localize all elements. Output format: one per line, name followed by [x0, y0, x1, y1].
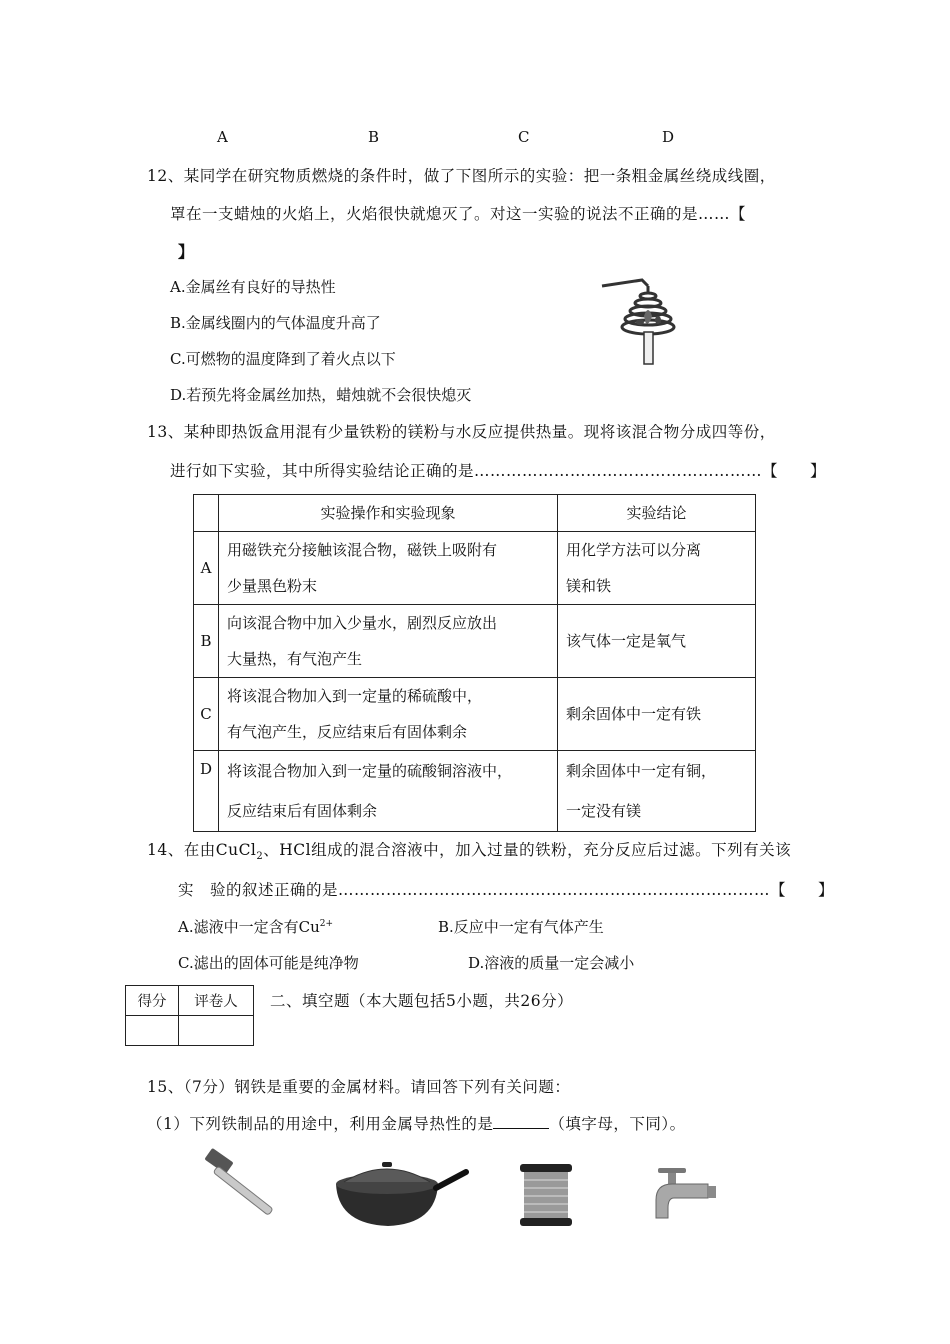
q12-option-b: B.金属线圈内的气体温度升高了 [170, 314, 381, 332]
q13-stem-line1: 13、某种即热饭盒用混有少量铁粉的镁粉与水反应提供热量。现将该混合物分成四等份， [147, 423, 776, 441]
section2-title: 二、填空题（本大题包括5小题，共26分） [270, 992, 574, 1010]
table-header-conclusion: 实验结论 [558, 495, 756, 532]
q14-option-d: D.溶液的质量一定会减小 [468, 954, 635, 972]
row-conclusion: 用化学方法可以分离 镁和铁 [558, 532, 756, 605]
row-key: C [194, 678, 219, 751]
row-conclusion: 剩余固体中一定有铜， 一定没有镁 [558, 751, 756, 832]
table-header-empty [194, 495, 219, 532]
row-operation: 向该混合物中加入少量水，剧烈反应放出 大量热，有气泡产生 [219, 605, 558, 678]
q12-stem-line3: 】 [178, 242, 195, 261]
q14-option-b: B.反应中一定有气体产生 [438, 918, 604, 936]
table-row [194, 751, 756, 832]
table-header-operation: 实验操作和实验现象 [219, 495, 558, 532]
coil-candle-illustration [600, 274, 695, 370]
score-cell [126, 1016, 179, 1046]
row-key: D [194, 751, 219, 832]
prev-option-a: A [217, 128, 228, 146]
row-operation: 用磁铁充分接触该混合物，磁铁上吸附有 少量黑色粉末 [219, 532, 558, 605]
hammer-icon [198, 1148, 288, 1216]
grader-cell [179, 1016, 254, 1046]
row-operation: 将该混合物加入到一定量的硫酸铜溶液中， 反应结束后有固体剩余 [219, 751, 558, 832]
table-row [194, 532, 756, 605]
q14-stem-line2: 实 验的叙述正确的是………………………………………………………………………【 】 [178, 881, 835, 899]
row-operation: 将该混合物加入到一定量的稀硫酸中， 有气泡产生，反应结束后有固体剩余 [219, 678, 558, 751]
prev-option-c: C [518, 128, 530, 146]
q12-stem-line2: 罩在一支蜡烛的火焰上，火焰很快就熄灭了。对这一实验的说法不正确的是……【 [170, 205, 747, 223]
table-row [194, 678, 756, 751]
q13-stem-line2: 进行如下实验，其中所得实验结论正确的是………………………………………………【 】 [170, 462, 827, 480]
row-conclusion: 该气体一定是氧气 [558, 605, 756, 678]
q15-stem: 15、（7分）钢铁是重要的金属材料。请回答下列有关问题： [147, 1078, 571, 1096]
wok-icon [330, 1158, 470, 1230]
prev-option-b: B [368, 128, 380, 146]
row-key: B [194, 605, 219, 678]
prev-option-d: D [662, 128, 675, 146]
q12-option-d: D.若预先将金属丝加热，蜡烛就不会很快熄灭 [170, 386, 472, 404]
q13-experiment-table [193, 494, 756, 832]
q12-option-a: A.金属丝有良好的导热性 [170, 278, 336, 296]
row-conclusion: 剩余固体中一定有铁 [558, 678, 756, 751]
q14-option-c: C.滤出的固体可能是纯净物 [178, 954, 359, 972]
answer-blank [493, 1114, 549, 1129]
q14-option-a: A.滤液中一定含有$Cu^{2+}$ [178, 918, 334, 936]
score-box [125, 985, 254, 1046]
table-row [194, 605, 756, 678]
wire-spool-icon [518, 1162, 574, 1228]
grader-label: 评卷人 [179, 986, 254, 1016]
table-header-row [194, 495, 756, 532]
row-key: A [194, 532, 219, 605]
q15-sub1: （1）下列铁制品的用途中，利用金属导热性的是 （填字母，下同）。 [147, 1115, 686, 1133]
q12-stem-line1: 12、某同学在研究物质燃烧的条件时，做了下图所示的实验：把一条粗金属丝绕成线圈， [147, 167, 776, 185]
score-label: 得分 [126, 986, 179, 1016]
q14-stem-line1: 14、在由CuCl$_2$、HCl组成的混合溶液中，加入过量的铁粉，充分反应后过滤。下列有关该 [147, 841, 792, 863]
q12-option-c: C.可燃物的温度降到了着火点以下 [170, 350, 396, 368]
faucet-icon [648, 1164, 720, 1228]
